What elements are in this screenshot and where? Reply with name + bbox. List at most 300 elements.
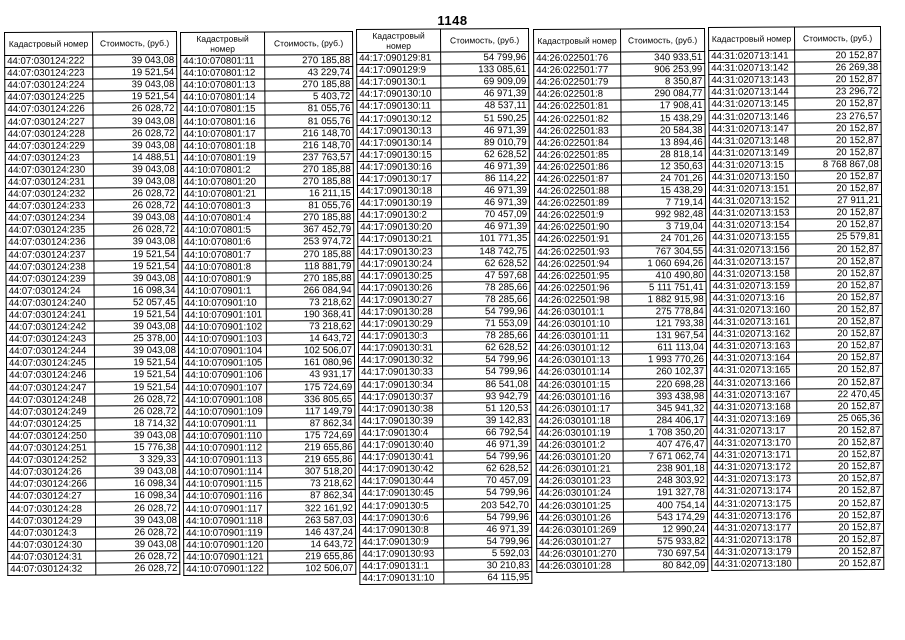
cadastral-number-cell: 44:31:020713:153: [710, 207, 796, 220]
table-row: [184, 562, 356, 575]
cadastral-number-cell: 44:31:020713:152: [710, 195, 796, 208]
cost-cell: 148 742,75: [442, 245, 530, 258]
table-row: [183, 417, 355, 430]
cost-cell: 20 152,87: [797, 485, 883, 498]
cost-cell: 52 057,45: [94, 296, 178, 309]
cost-cell: 322 161,92: [267, 502, 355, 515]
table-row: [536, 414, 707, 427]
table-row: [6, 224, 178, 237]
cadastral-number-cell: 44:26:022501:84: [534, 137, 621, 150]
cadastral-number-cell: 44:07:030124:252: [7, 454, 95, 467]
cadastral-number-cell: 44:07:030124:231: [5, 176, 93, 189]
cadastral-number-cell: 44:17:090130:16: [357, 161, 441, 174]
cost-cell: 8 350,87: [621, 76, 705, 89]
table-row: [535, 269, 706, 282]
table-row: [5, 54, 177, 67]
cadastral-number-cell: 44:26:022501:90: [535, 221, 622, 234]
cost-cell: 19 521,54: [94, 308, 178, 321]
table-body: [534, 51, 708, 572]
table-row: [182, 272, 354, 285]
table-row: [359, 366, 531, 379]
cost-cell: 62 628,52: [443, 463, 531, 476]
table-row: [183, 478, 355, 491]
cadastral-number-cell: 44:10:070801:21: [181, 188, 265, 201]
table-row: [536, 499, 707, 512]
cadastral-number-cell: 44:26:030101:25: [536, 499, 623, 512]
table-row: [8, 526, 180, 539]
cost-cell: 23 296,72: [795, 86, 881, 99]
table-row: [535, 233, 706, 246]
table-row: [181, 175, 353, 188]
cadastral-number-cell: 44:10:070901:121: [184, 551, 268, 564]
table-row: [182, 212, 354, 225]
cadastral-number-cell: 44:07:030124:240: [6, 297, 94, 310]
cadastral-number-cell: 44:26:030101:26: [536, 512, 623, 525]
table-row: [534, 112, 705, 125]
cost-cell: 20 152,87: [798, 521, 884, 534]
cadastral-number-cell: 44:10:070901:122: [184, 563, 268, 576]
cadastral-number-cell: 44:31:020713:169: [711, 413, 797, 426]
table-row: [711, 400, 883, 413]
table-row: [536, 463, 707, 476]
cost-cell: 102 506,07: [268, 562, 356, 575]
cadastral-number-cell: 44:31:020713:17: [711, 425, 797, 438]
cadastral-number-cell: 44:31:020713:175: [711, 497, 797, 510]
header-cost: Стоимость, (руб.): [93, 31, 177, 55]
cadastral-number-cell: 44:26:022501:94: [535, 258, 622, 271]
cost-cell: 24 701,26: [622, 233, 706, 246]
cost-cell: 13 894,46: [621, 136, 705, 149]
cadastral-number-cell: 44:26:030101:17: [536, 403, 623, 416]
table-row: [358, 354, 530, 367]
table-row: [357, 172, 529, 185]
cadastral-number-cell: 44:31:020713:173: [711, 473, 797, 486]
table-row: [711, 449, 883, 462]
cadastral-number-cell: 44:07:030124:230: [5, 164, 93, 177]
table-row: [5, 127, 177, 140]
cost-cell: 118 881,79: [266, 260, 354, 273]
table-row: [183, 502, 355, 515]
cost-cell: 275 778,84: [622, 305, 706, 318]
cost-cell: 54 799,96: [442, 305, 530, 318]
table-row: [181, 67, 353, 80]
table-row: [5, 103, 177, 116]
cadastral-number-cell: 44:10:070801:3: [182, 200, 266, 213]
cost-cell: 86 541,08: [443, 378, 531, 391]
cost-cell: 219 655,86: [267, 441, 355, 454]
cost-cell: 43 229,74: [265, 67, 353, 80]
cadastral-number-cell: 44:17:090130:19: [358, 197, 442, 210]
table-row: [6, 345, 178, 358]
cadastral-number-cell: 44:10:070901:108: [183, 394, 267, 407]
cadastral-number-cell: 44:31:020713:176: [711, 510, 797, 523]
table-row: [534, 88, 705, 101]
cadastral-number-cell: 44:07:030124:266: [7, 478, 95, 491]
table-row: [710, 243, 882, 256]
cadastral-number-cell: 44:17:090130:20: [358, 221, 442, 234]
cadastral-number-cell: 44:17:090129:9: [357, 64, 441, 77]
table-row: [534, 136, 705, 149]
cadastral-number-cell: 44:10:070901:101: [182, 309, 266, 322]
table-row: [183, 466, 355, 479]
table-row: [6, 200, 178, 213]
cadastral-number-cell: 44:10:070801:6: [182, 236, 266, 249]
cost-cell: 25 378,00: [94, 333, 178, 346]
table-row: [710, 207, 882, 220]
cost-cell: 70 457,09: [442, 209, 530, 222]
cost-cell: 87 862,34: [267, 417, 355, 430]
cost-cell: 71 553,09: [442, 318, 530, 331]
cadastral-number-cell: 44:17:090130:10: [357, 88, 441, 101]
table-row: [357, 76, 529, 89]
table-row: [536, 390, 707, 403]
header-cadastral-number: Кадастровый номер: [5, 32, 93, 56]
cadastral-number-cell: 44:17:090130:3: [358, 330, 442, 343]
table-row: [183, 393, 355, 406]
cadastral-number-cell: 44:17:090130:31: [358, 342, 442, 355]
table-row: [183, 381, 355, 394]
table-row: [710, 195, 882, 208]
cadastral-number-cell: 44:17:090130:27: [358, 294, 442, 307]
cadastral-number-cell: 44:17:090130:40: [359, 439, 443, 452]
cadastral-number-cell: 44:31:020713:141: [709, 50, 795, 63]
table-row: [6, 236, 178, 249]
cost-cell: 133 085,61: [441, 64, 529, 77]
cadastral-number-cell: 44:07:030124:226: [5, 103, 93, 116]
cost-cell: 16 098,34: [94, 284, 178, 297]
table-row: [710, 352, 882, 365]
cadastral-number-cell: 44:10:070801:4: [182, 212, 266, 225]
table-row: [535, 221, 706, 234]
table-row: [183, 490, 355, 503]
cost-cell: 39 043,08: [94, 321, 178, 334]
cost-cell: 39 043,08: [95, 429, 179, 442]
cadastral-number-cell: 44:10:070901:120: [184, 539, 268, 552]
cadastral-number-cell: 44:10:070801:14: [181, 91, 265, 104]
cost-cell: 78 285,66: [442, 281, 530, 294]
table-row: [359, 487, 531, 500]
table-row: [358, 330, 530, 343]
cadastral-number-cell: 44:07:030124:251: [7, 442, 95, 455]
cadastral-number-cell: 44:17:090130:4: [359, 427, 443, 440]
cost-cell: 336 805,65: [267, 393, 355, 406]
table-row: [709, 122, 881, 135]
table-row: [357, 136, 529, 149]
cost-cell: 25 579,81: [796, 231, 882, 244]
cost-cell: 39 043,08: [93, 175, 177, 188]
cadastral-number-cell: 44:31:020713:162: [710, 328, 796, 341]
cost-cell: 73 218,62: [266, 321, 354, 334]
cadastral-number-cell: 44:07:030124:225: [5, 91, 93, 104]
cost-cell: 39 043,08: [95, 466, 179, 479]
table-row: [181, 187, 353, 200]
cost-cell: 80 842,09: [624, 559, 708, 572]
table-row: [182, 260, 354, 273]
cost-cell: 81 055,76: [265, 115, 353, 128]
table-row: [536, 511, 707, 524]
cost-cell: 20 152,87: [795, 182, 881, 195]
cadastral-number-cell: 44:31:020713:164: [710, 352, 796, 365]
table-row: [359, 438, 531, 451]
cadastral-number-cell: 44:17:090130:44: [359, 475, 443, 488]
table-row: [536, 366, 707, 379]
table-row: [359, 378, 531, 391]
table-row: [537, 523, 708, 536]
table-row: [7, 429, 179, 442]
table-row: [358, 318, 530, 331]
cost-cell: 20 152,87: [798, 533, 884, 546]
cadastral-number-cell: 44:07:030124:249: [7, 406, 95, 419]
cost-cell: 62 628,52: [442, 342, 530, 355]
table-row: [357, 64, 529, 77]
cost-cell: 20 152,87: [797, 436, 883, 449]
page-number: 1148: [437, 13, 468, 28]
cadastral-number-cell: 44:26:030101:1: [535, 306, 622, 319]
cadastral-number-cell: 44:26:022501:83: [534, 125, 621, 138]
table-row: [535, 354, 706, 367]
cost-cell: 14 643,72: [266, 333, 354, 346]
cadastral-number-cell: 44:07:030124:25: [7, 418, 95, 431]
table-row: [182, 357, 354, 370]
cadastral-number-cell: 44:26:022501:82: [534, 112, 621, 125]
cost-cell: 26 028,72: [96, 526, 180, 539]
table-row: [182, 321, 354, 334]
cost-cell: 23 276,57: [795, 110, 881, 123]
cost-cell: 992 982,48: [622, 209, 706, 222]
cost-cell: 345 941,32: [623, 402, 707, 415]
cadastral-number-cell: 44:17:090130:38: [359, 403, 443, 416]
cadastral-number-cell: 44:07:030124:239: [6, 273, 94, 286]
cost-cell: 20 152,87: [796, 207, 882, 220]
cost-cell: 15 776,38: [95, 441, 179, 454]
header-cost: Стоимость, (руб.): [795, 26, 881, 50]
table-row: [5, 163, 177, 176]
table-body: [181, 54, 356, 575]
cadastral-number-cell: 44:10:070801:15: [181, 103, 265, 116]
cost-cell: 51 590,25: [441, 112, 529, 125]
cadastral-number-cell: 44:07:030124:28: [7, 502, 95, 515]
cadastral-number-cell: 44:10:070901:116: [183, 490, 267, 503]
table-row: [358, 197, 530, 210]
table-row: [357, 51, 529, 64]
cadastral-number-cell: 44:07:030124:30: [8, 539, 96, 552]
cost-cell: 219 655,86: [267, 454, 355, 467]
table-row: [709, 49, 881, 62]
cost-cell: 17 908,41: [621, 100, 705, 113]
cost-cell: 767 304,55: [622, 245, 706, 258]
table-row: [711, 436, 883, 449]
cadastral-number-cell: 44:26:030101:24: [536, 487, 623, 500]
cost-cell: 25 065,36: [797, 412, 883, 425]
table-row: [183, 514, 355, 527]
cost-cell: 5 592,03: [444, 547, 532, 560]
cadastral-number-cell: 44:17:090130:26: [358, 282, 442, 295]
cost-cell: 20 152,87: [796, 328, 882, 341]
table-row: [357, 148, 529, 161]
cost-cell: 69 909,09: [441, 76, 529, 89]
table-row: [534, 100, 705, 113]
cadastral-number-cell: 44:26:022501:88: [534, 185, 621, 198]
table-row: [8, 562, 180, 575]
table-row: [358, 281, 530, 294]
cadastral-number-cell: 44:31:020713:177: [712, 522, 798, 535]
cadastral-number-cell: 44:26:030101:21: [536, 463, 623, 476]
cadastral-number-cell: 44:31:020713:171: [711, 449, 797, 462]
table-row: [709, 86, 881, 99]
table-row: [359, 390, 531, 403]
cost-cell: 20 152,87: [798, 557, 884, 570]
cadastral-number-cell: 44:26:022501:77: [534, 64, 621, 77]
cadastral-number-cell: 44:07:030124:236: [6, 236, 94, 249]
cost-cell: 20 152,87: [795, 122, 881, 135]
cost-cell: 86 114,22: [441, 172, 529, 185]
table-row: [534, 64, 705, 77]
cadastral-number-cell: 44:17:090130:28: [358, 306, 442, 319]
table-row: [6, 321, 178, 334]
cost-cell: 191 327,78: [623, 487, 707, 500]
cadastral-number-cell: 44:17:090130:33: [359, 366, 443, 379]
cost-cell: 161 080,96: [266, 357, 354, 370]
cadastral-number-cell: 44:07:030124:27: [7, 490, 95, 503]
cadastral-number-cell: 44:17:090130:18: [357, 185, 441, 198]
cost-cell: 190 368,41: [266, 308, 354, 321]
cost-cell: 81 055,76: [266, 200, 354, 213]
cost-cell: 39 043,08: [94, 236, 178, 249]
cost-cell: 39 043,08: [93, 79, 177, 92]
cost-cell: 237 763,57: [265, 151, 353, 164]
table-row: [7, 502, 179, 515]
cadastral-number-cell: 44:26:030101:270: [537, 548, 624, 561]
cost-cell: 39 043,08: [93, 54, 177, 67]
table-row: [7, 466, 179, 479]
table-row: [358, 221, 530, 234]
table-row: [711, 473, 883, 486]
table-row: [534, 184, 705, 197]
cost-cell: 39 043,08: [94, 212, 178, 225]
cadastral-number-cell: 44:31:020713:156: [710, 243, 796, 256]
cadastral-number-cell: 44:17:090131:10: [360, 572, 444, 585]
cadastral-number-cell: 44:26:030101:13: [535, 354, 622, 367]
table-row: [5, 115, 177, 128]
cost-cell: 26 028,72: [96, 550, 180, 563]
table-row: [536, 487, 707, 500]
table-row: [359, 463, 531, 476]
table-row: [182, 200, 354, 213]
table-row: [7, 393, 179, 406]
cadastral-number-cell: 44:10:070901:105: [182, 357, 266, 370]
cadastral-table-3: [356, 28, 532, 585]
table-row: [7, 381, 179, 394]
table-row: [7, 405, 179, 418]
cadastral-number-cell: 44:26:022501:85: [534, 149, 621, 162]
table-row: [6, 357, 178, 370]
cost-cell: 62 628,52: [441, 148, 529, 161]
table-row: [709, 170, 881, 183]
cadastral-number-cell: 44:31:020713:174: [711, 485, 797, 498]
cadastral-number-cell: 44:10:070801:8: [182, 261, 266, 274]
cost-cell: 39 043,08: [94, 272, 178, 285]
cadastral-number-cell: 44:07:030124:29: [7, 515, 95, 528]
table-row: [709, 134, 881, 147]
cost-cell: 3 719,04: [622, 221, 706, 234]
table-row: [535, 330, 706, 343]
cadastral-number-cell: 44:17:090130:6: [359, 512, 443, 525]
cost-cell: 39 142,83: [443, 414, 531, 427]
header-cadastral-number: Кадастровый номер: [181, 32, 265, 56]
table-row: [183, 405, 355, 418]
cadastral-number-cell: 44:07:030124:248: [7, 394, 95, 407]
table-row: [181, 91, 353, 104]
cost-cell: 611 113,04: [622, 342, 706, 355]
cadastral-number-cell: 44:17:090129:81: [357, 52, 441, 65]
table-row: [8, 538, 180, 551]
cadastral-number-cell: 44:17:090130:5: [359, 499, 443, 512]
cadastral-number-cell: 44:26:022501:89: [535, 197, 622, 210]
cost-cell: 14 643,72: [268, 538, 356, 551]
cadastral-number-cell: 44:31:020713:148: [709, 135, 795, 148]
cadastral-number-cell: 44:07:030124:241: [6, 309, 94, 322]
table-row: [711, 485, 883, 498]
table-row: [711, 412, 883, 425]
cadastral-number-cell: 44:07:030124:234: [6, 212, 94, 225]
table-row: [5, 151, 177, 164]
cadastral-number-cell: 44:26:030101:11: [535, 330, 622, 343]
cadastral-number-cell: 44:26:022501:87: [534, 173, 621, 186]
table-row: [359, 426, 531, 439]
table-row: [358, 245, 530, 258]
cost-cell: 1 993 770,26: [622, 354, 706, 367]
table-row: [6, 248, 178, 261]
cadastral-number-cell: 44:31:020713:151: [709, 183, 795, 196]
cadastral-number-cell: 44:17:090130:34: [359, 379, 443, 392]
cost-cell: 19 521,54: [93, 67, 177, 80]
cost-cell: 393 438,98: [623, 390, 707, 403]
cadastral-number-cell: 44:31:020713:179: [712, 546, 798, 559]
cadastral-number-cell: 44:10:070801:2: [181, 164, 265, 177]
table-row: [183, 369, 355, 382]
cost-cell: 20 152,87: [795, 98, 881, 111]
table-row: [359, 499, 531, 512]
cost-cell: 284 406,17: [623, 414, 707, 427]
table-row: [709, 158, 881, 171]
cadastral-number-cell: 44:10:070801:20: [181, 176, 265, 189]
cost-cell: 175 724,69: [267, 429, 355, 442]
cadastral-number-cell: 44:31:020713:144: [709, 86, 795, 99]
cost-cell: 39 043,08: [96, 538, 180, 551]
cadastral-number-cell: 44:31:020713:178: [712, 534, 798, 547]
cadastral-number-cell: 44:26:022501:86: [534, 161, 621, 174]
table-row: [6, 284, 178, 297]
table-row: [181, 79, 353, 92]
table-row: [5, 187, 177, 200]
cost-cell: 8 768 867,08: [795, 158, 881, 171]
table-row: [8, 550, 180, 563]
cadastral-number-cell: 44:31:020713:154: [710, 219, 796, 232]
cadastral-number-cell: 44:31:020713:161: [710, 316, 796, 329]
cadastral-number-cell: 44:26:022501:9: [535, 209, 622, 222]
cost-cell: 20 152,87: [797, 449, 883, 462]
cadastral-number-cell: 44:07:030124:228: [5, 128, 93, 141]
cost-cell: 27 911,21: [796, 195, 882, 208]
table-row: [360, 571, 532, 584]
cost-cell: 266 084,94: [266, 284, 354, 297]
table-row: [5, 175, 177, 188]
cost-cell: 26 028,72: [94, 224, 178, 237]
cadastral-number-cell: 44:10:070801:13: [181, 79, 265, 92]
cadastral-number-cell: 44:10:070801:5: [182, 224, 266, 237]
cadastral-number-cell: 44:26:022501:95: [535, 270, 622, 283]
table-row: [359, 475, 531, 488]
